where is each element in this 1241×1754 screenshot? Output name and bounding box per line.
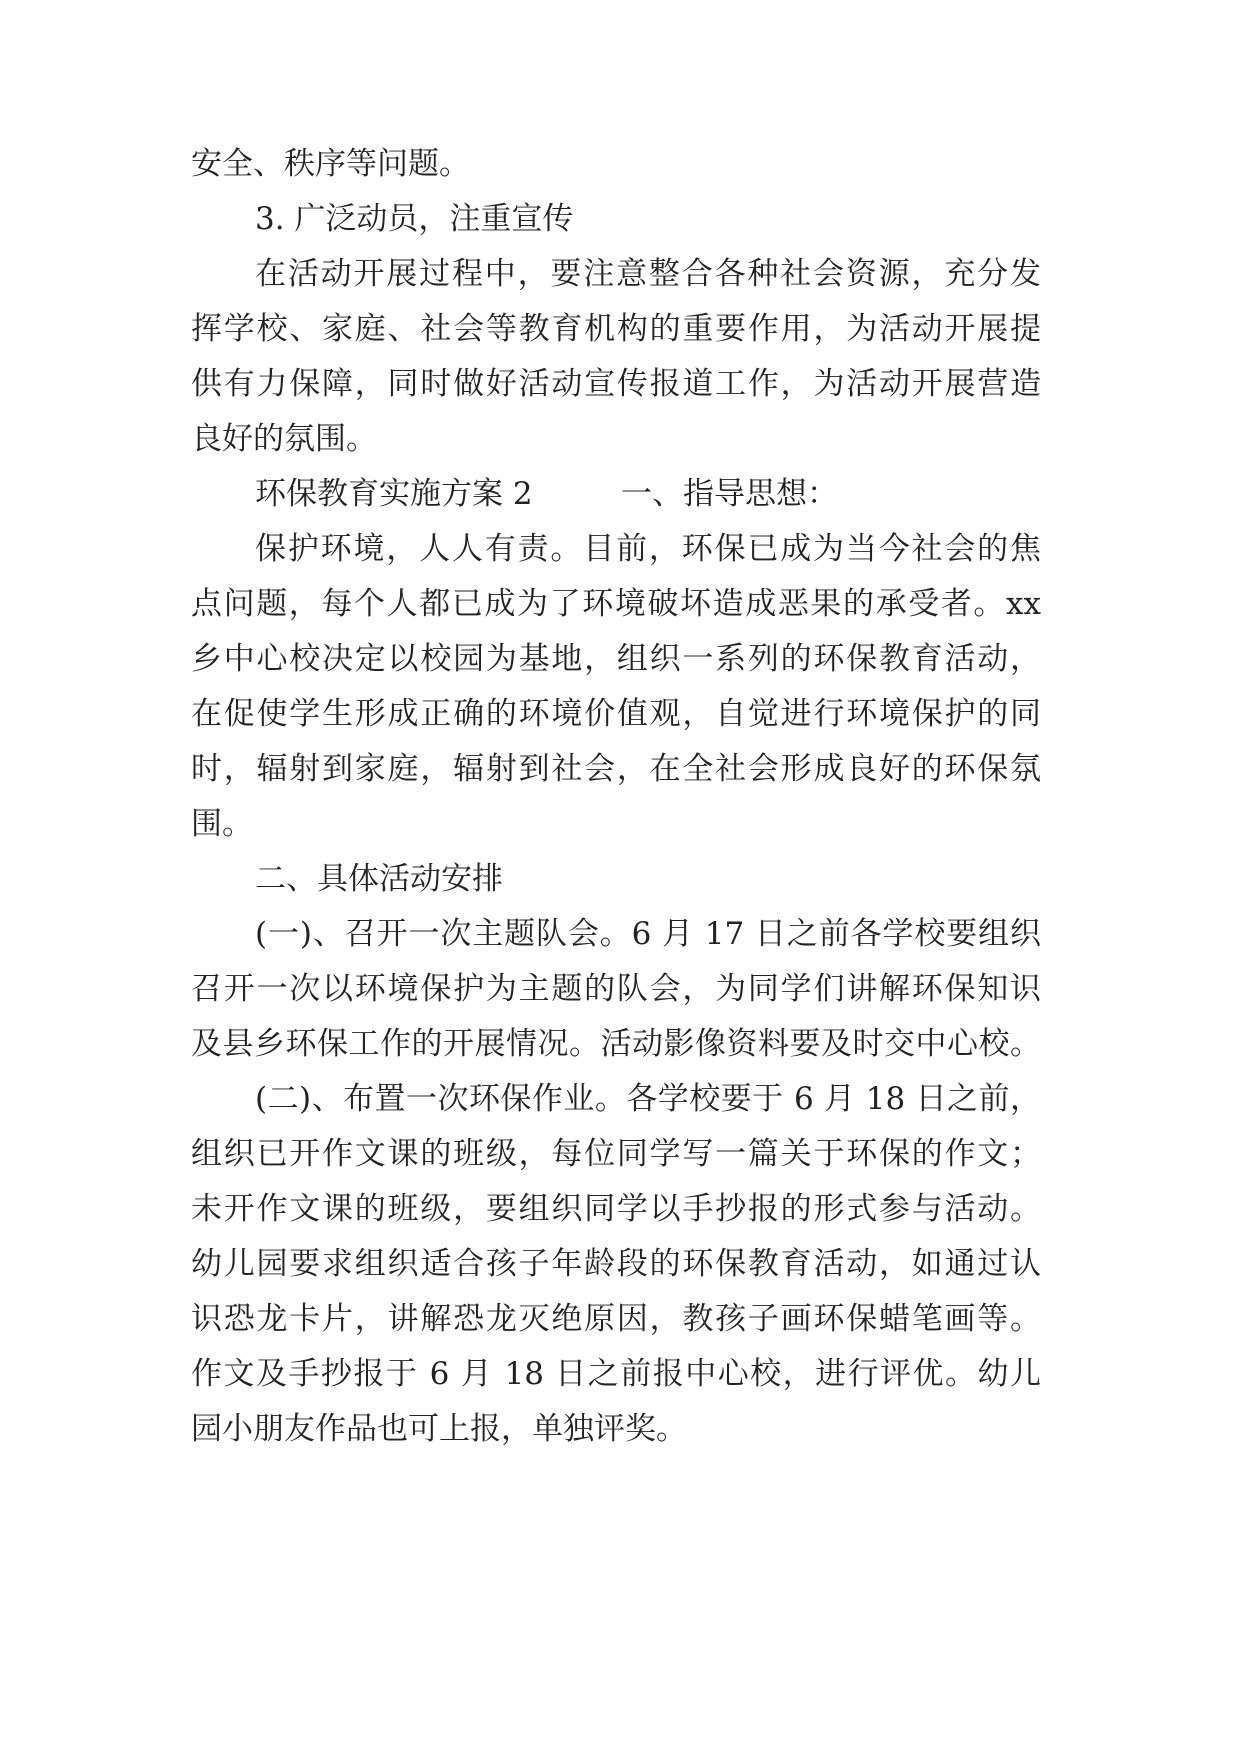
- section-heading: 3. 广泛动员，注重宣传: [255, 201, 574, 237]
- paragraph-line: (二)、布置一次环保作业。各学校要于 6 月 18 日之前，: [255, 1081, 1041, 1117]
- paragraph-line: 在促使学生形成正确的环境价值观，自觉进行环境保护的同: [191, 696, 1041, 732]
- paragraph-line: 时，辐射到家庭，辐射到社会，在全社会形成良好的环保氛: [191, 751, 1041, 787]
- paragraph-line: 识恐龙卡片，讲解恐龙灭绝原因，教孩子画环保蜡笔画等。: [191, 1301, 1041, 1337]
- paragraph-line: 组织已开作文课的班级，每位同学写一篇关于环保的作文；: [191, 1136, 1041, 1172]
- document-title: 环保教育实施方案 2: [255, 476, 533, 512]
- paragraph-line: 及县乡环保工作的开展情况。活动影像资料要及时交中心校。: [191, 1026, 1041, 1062]
- paragraph-line: 安全、秩序等问题。: [191, 146, 470, 182]
- paragraph-line: 幼儿园要求组织适合孩子年龄段的环保教育活动，如通过认: [191, 1246, 1041, 1282]
- paragraph-line: 挥学校、家庭、社会等教育机构的重要作用，为活动开展提: [191, 311, 1041, 347]
- paragraph-line: 召开一次以环境保护为主题的队会，为同学们讲解环保知识: [191, 971, 1041, 1007]
- document-page: [191, 0, 1061, 1754]
- paragraph-line: (一)、召开一次主题队会。6 月 17 日之前各学校要组织: [255, 916, 1041, 952]
- section-heading: 二、具体活动安排: [255, 861, 503, 897]
- paragraph-line: 点问题，每个人都已成为了环境破坏造成恶果的承受者。xx: [191, 586, 1041, 622]
- paragraph-line: 在活动开展过程中，要注意整合各种社会资源，充分发: [255, 256, 1041, 292]
- section-heading: 一、指导思想：: [621, 476, 838, 512]
- paragraph-line: 园小朋友作品也可上报，单独评奖。: [191, 1411, 687, 1447]
- paragraph-line: 围。: [191, 806, 253, 842]
- paragraph-line: 保护环境，人人有责。目前，环保已成为当今社会的焦: [255, 531, 1041, 567]
- paragraph-line: 作文及手抄报于 6 月 18 日之前报中心校，进行评优。幼儿: [191, 1356, 1041, 1392]
- paragraph-line: 供有力保障，同时做好活动宣传报道工作，为活动开展营造: [191, 366, 1041, 402]
- paragraph-line: 良好的氛围。: [191, 421, 377, 457]
- paragraph-line: 乡中心校决定以校园为基地，组织一系列的环保教育活动，: [191, 641, 1041, 677]
- paragraph-line: 未开作文课的班级，要组织同学以手抄报的形式参与活动。: [191, 1191, 1041, 1227]
